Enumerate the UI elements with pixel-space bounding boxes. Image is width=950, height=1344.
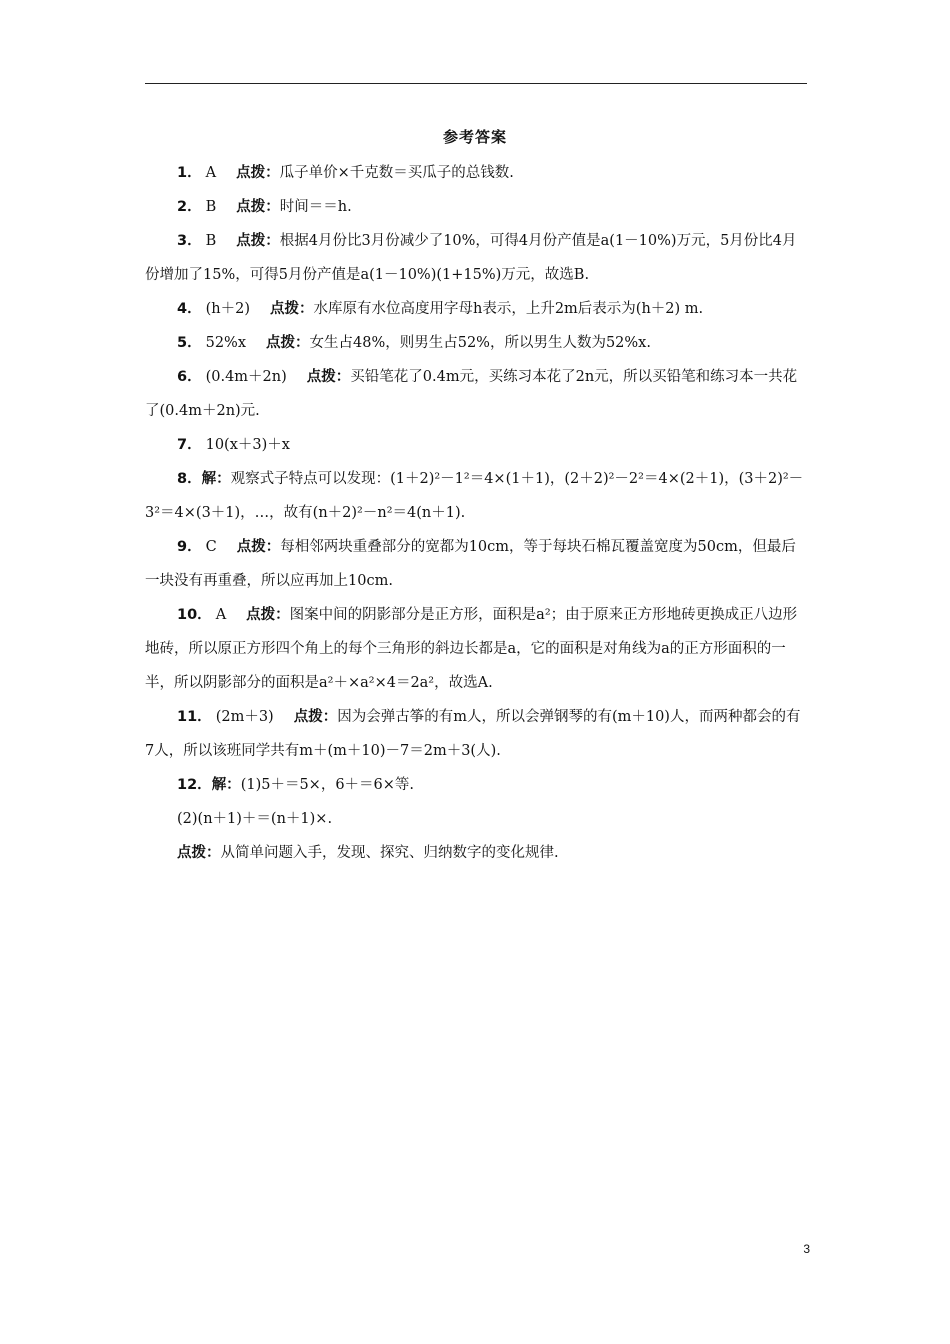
page-number: 3	[803, 1242, 810, 1256]
item-answer: 10(x＋3)＋x	[205, 437, 290, 453]
answer-list	[145, 156, 809, 870]
tip-label: 点拨：	[177, 845, 221, 861]
answer-item-6	[145, 360, 809, 428]
tip-label: 点拨：	[266, 335, 310, 351]
answer-item-12	[145, 768, 809, 802]
item-text: 买铅笔花了0.4m元，买练习本花了2n元，所以买铅笔和练习本一共花了(0.4m＋2n)元.	[145, 369, 798, 419]
item-number: 11．	[177, 709, 212, 725]
item-answer: 52%x	[205, 335, 246, 351]
tip-label: 点拨：	[236, 233, 280, 249]
item-answer: (0.4m＋2n)	[205, 369, 287, 385]
item-text: 每相邻两块重叠部分的宽都为10cm，等于每块石棉瓦覆盖宽度为50cm，但最后一块没有再重叠，所以应再加上10cm.	[145, 539, 796, 589]
answer-item-4	[145, 292, 809, 326]
tip-label: 点拨：	[236, 199, 280, 215]
item-number: 3．	[177, 233, 202, 249]
item-text: (1)5＋＝5×，6＋＝6×等.	[240, 777, 415, 793]
answer-item-5	[145, 326, 809, 360]
item-text: 观察式子特点可以发现：(1＋2)²－1²＝4×(1＋1)，(2＋2)²－2²＝4×(2＋1)，(3＋2)²－3²＝4×(3＋1)，…，故有(n＋2)²－n²＝4(n＋1).	[145, 471, 804, 521]
answer-item-9	[145, 530, 809, 598]
item-answer: A	[215, 607, 227, 623]
answer-item-7	[145, 428, 809, 462]
item-text: 瓜子单价×千克数＝买瓜子的总钱数.	[279, 165, 514, 181]
answer-item-10	[145, 598, 809, 700]
answer-item-11	[145, 700, 809, 768]
item-text: 水库原有水位高度用字母h表示，上升2m后表示为(h＋2) m.	[313, 301, 704, 317]
item-answer: B	[205, 199, 217, 215]
answer-item-3	[145, 224, 809, 292]
item-answer: C	[205, 539, 217, 555]
item-number: 6．	[177, 369, 202, 385]
tip-label: 点拨：	[236, 165, 280, 181]
tip-label: 点拨：	[293, 709, 338, 725]
item-number: 4．	[177, 301, 202, 317]
item-text: 根据4月份比3月份减少了10%，可得4月份产值是a(1－10%)万元，5月份比4月份增加了15%，可得5月份产值是a(1－10%)(1+15%)万元，故选B.	[145, 233, 797, 283]
item-answer: B	[205, 233, 217, 249]
item-text: 图案中间的阴影部分是正方形，面积是a²；由于原来正方形地砖更换成正八边形地砖，所以原正方形四个角上的每个三角形的斜边长都是a，它的面积是对角线为a的正方形面积的一半，所以阴影部分的面积是a²＋×a²×4＝2a²，故选A.	[145, 607, 798, 691]
header-rule	[145, 83, 807, 84]
item-number: 2．	[177, 199, 202, 215]
final-tip	[145, 836, 809, 870]
item-answer: (2m＋3)	[215, 709, 274, 725]
item-number: 7．	[177, 437, 202, 453]
item-text: 时间＝＝h.	[279, 199, 352, 215]
tip-label: 点拨：	[236, 539, 281, 555]
solution-label: 解：	[211, 777, 241, 793]
item-number: 1．	[177, 165, 202, 181]
item-number: 5．	[177, 335, 202, 351]
item-number: 8．	[177, 471, 202, 487]
item-number: 10．	[177, 607, 212, 623]
item-answer: A	[205, 165, 217, 181]
solution-label: 解：	[201, 471, 231, 487]
item-answer: (h＋2)	[205, 301, 250, 317]
tip-label: 点拨：	[246, 607, 290, 623]
answer-item-2	[145, 190, 809, 224]
item-text: 因为会弹古筝的有m人，所以会弹钢琴的有(m＋10)人，而两种都会的有7人，所以该班同学共有m＋(m＋10)－7＝2m＋3(人).	[145, 709, 801, 759]
item-text: 女生占48%，则男生占52%，所以男生人数为52%x.	[309, 335, 651, 351]
answer-item-8	[145, 462, 809, 530]
item-number: 9．	[177, 539, 202, 555]
tip-label: 点拨：	[306, 369, 351, 385]
page-title: 参考答案	[442, 128, 507, 146]
item-text: 从简单问题入手，发现、探究、归纳数字的变化规律.	[220, 845, 559, 861]
answer-item-12-part-2: (2)(n＋1)＋＝(n＋1)×.	[177, 811, 333, 827]
answer-item-1	[145, 156, 809, 190]
tip-label: 点拨：	[269, 301, 314, 317]
item-number: 12．	[177, 777, 212, 793]
